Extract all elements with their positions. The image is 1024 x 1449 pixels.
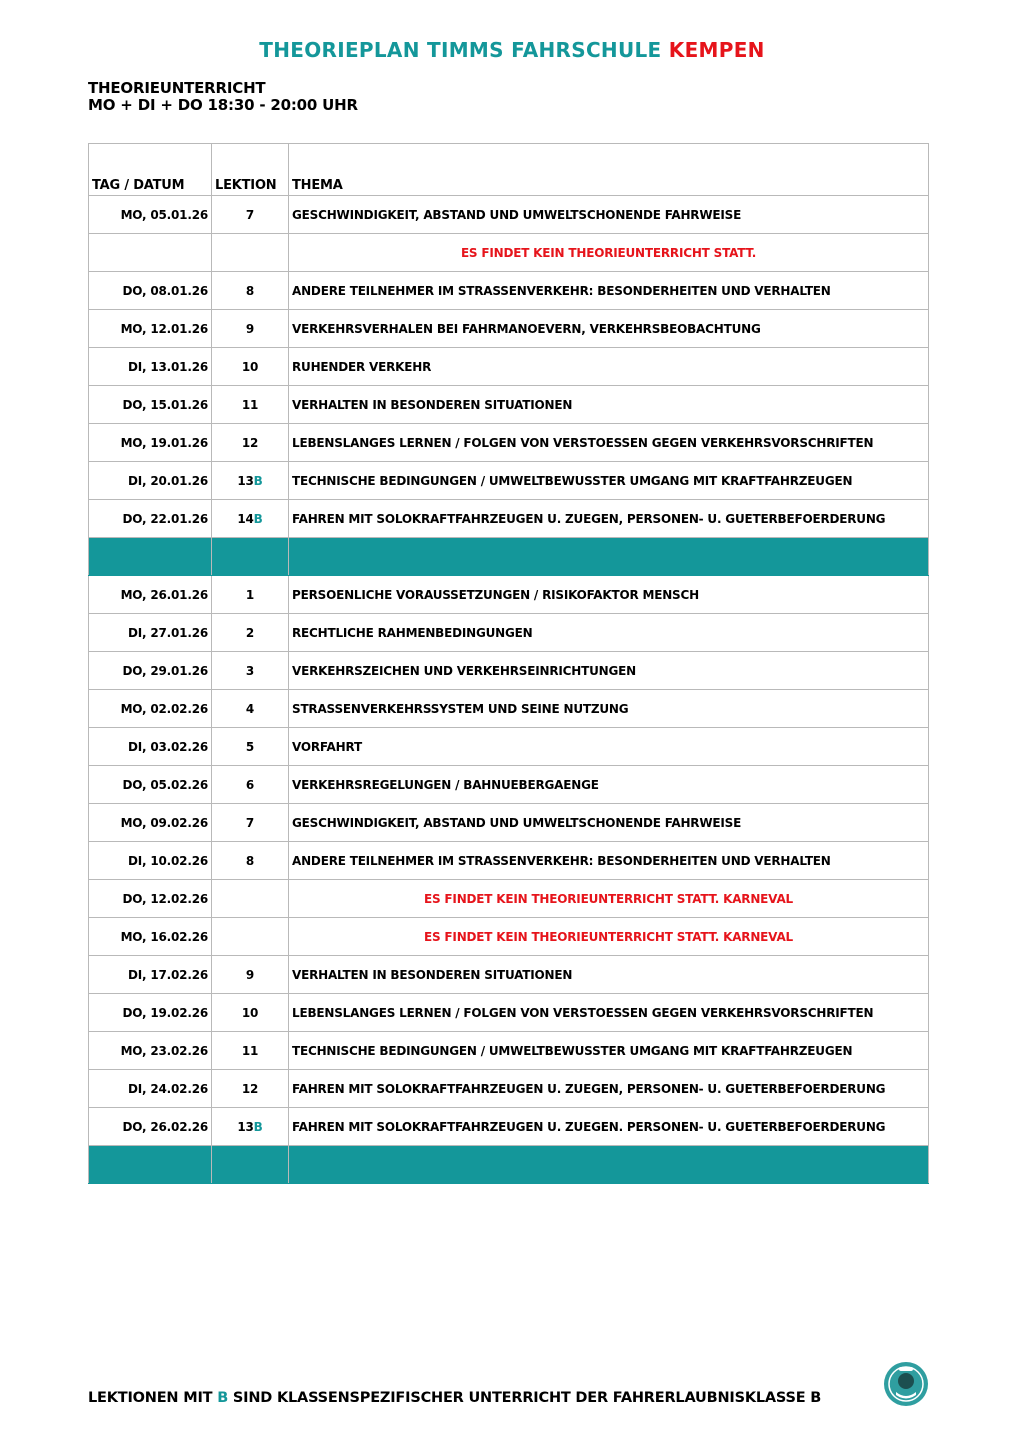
row-date: DO, 08.01.26 bbox=[89, 272, 212, 310]
table-row bbox=[89, 424, 929, 462]
lesson-number: 13 bbox=[237, 1119, 254, 1134]
table-row bbox=[89, 994, 929, 1032]
row-topic: VERKEHRSZEICHEN UND VERKEHRSEINRICHTUNGEN bbox=[289, 652, 929, 690]
footer-highlight: B bbox=[217, 1390, 229, 1406]
table-row bbox=[89, 690, 929, 728]
row-topic: RUHENDER VERKEHR bbox=[289, 348, 929, 386]
table-row bbox=[89, 348, 929, 386]
section-divider-row bbox=[89, 1146, 929, 1184]
column-header-topic: THEMA bbox=[289, 144, 929, 196]
row-note: ES FINDET KEIN THEORIEUNTERRICHT STATT. KARNEVAL bbox=[289, 918, 929, 956]
school-logo-icon bbox=[882, 1360, 930, 1408]
schedule-body bbox=[89, 144, 929, 1184]
row-lesson bbox=[212, 956, 289, 994]
table-row bbox=[89, 386, 929, 424]
schedule-subheading bbox=[88, 80, 358, 114]
row-date: DI, 17.02.26 bbox=[89, 956, 212, 994]
row-lesson bbox=[212, 1070, 289, 1108]
row-date: DI, 03.02.26 bbox=[89, 728, 212, 766]
lesson-number: 12 bbox=[241, 435, 259, 450]
row-date: DO, 26.02.26 bbox=[89, 1108, 212, 1146]
table-row bbox=[89, 1108, 929, 1146]
row-topic: PERSOENLICHE VORAUSSETZUNGEN / RISIKOFAKTOR MENSCH bbox=[289, 576, 929, 614]
row-date bbox=[89, 234, 212, 272]
row-lesson bbox=[212, 842, 289, 880]
table-row bbox=[89, 272, 929, 310]
row-date: DI, 20.01.26 bbox=[89, 462, 212, 500]
table-row bbox=[89, 766, 929, 804]
row-date: DO, 12.02.26 bbox=[89, 880, 212, 918]
lesson-number: 1 bbox=[245, 587, 255, 602]
row-date: DI, 27.01.26 bbox=[89, 614, 212, 652]
row-topic: STRASSENVERKEHRSSYSTEM UND SEINE NUTZUNG bbox=[289, 690, 929, 728]
table-row bbox=[89, 500, 929, 538]
row-note: ES FINDET KEIN THEORIEUNTERRICHT STATT. KARNEVAL bbox=[289, 880, 929, 918]
row-topic: ANDERE TEILNEHMER IM STRASSENVERKEHR: BESONDERHEITEN UND VERHALTEN bbox=[289, 272, 929, 310]
lesson-number: 7 bbox=[245, 815, 255, 830]
lesson-number: 9 bbox=[245, 321, 255, 336]
column-header-date: TAG / DATUM bbox=[89, 144, 212, 196]
footer-note bbox=[88, 1390, 821, 1406]
row-lesson bbox=[212, 462, 289, 500]
table-row bbox=[89, 614, 929, 652]
row-date: DO, 15.01.26 bbox=[89, 386, 212, 424]
row-topic: VERKEHRSREGELUNGEN / BAHNUEBERGAENGE bbox=[289, 766, 929, 804]
footer-text-after: SIND KLASSENSPEZIFISCHER UNTERRICHT DER FAHRERLAUBNISKLASSE B bbox=[232, 1390, 822, 1406]
row-topic: RECHTLICHE RAHMENBEDINGUNGEN bbox=[289, 614, 929, 652]
row-topic: FAHREN MIT SOLOKRAFTFAHRZEUGEN U. ZUEGEN, PERSONEN- U. GUETERBEFOERDERUNG bbox=[289, 500, 929, 538]
row-lesson bbox=[212, 804, 289, 842]
row-topic: FAHREN MIT SOLOKRAFTFAHRZEUGEN U. ZUEGEN, PERSONEN- U. GUETERBEFOERDERUNG bbox=[289, 1070, 929, 1108]
row-date: DO, 29.01.26 bbox=[89, 652, 212, 690]
row-lesson bbox=[212, 1108, 289, 1146]
row-lesson bbox=[212, 690, 289, 728]
row-topic: VERHALTEN IN BESONDEREN SITUATIONEN bbox=[289, 386, 929, 424]
row-topic: VORFAHRT bbox=[289, 728, 929, 766]
title-city: KEMPEN bbox=[668, 38, 765, 62]
row-topic: LEBENSLANGES LERNEN / FOLGEN VON VERSTOESSEN GEGEN VERKEHRSVORSCHRIFTEN bbox=[289, 994, 929, 1032]
lesson-number: 8 bbox=[245, 283, 255, 298]
lesson-number: 11 bbox=[241, 397, 259, 412]
row-date: MO, 19.01.26 bbox=[89, 424, 212, 462]
row-lesson bbox=[212, 424, 289, 462]
row-topic: VERHALTEN IN BESONDEREN SITUATIONEN bbox=[289, 956, 929, 994]
table-row bbox=[89, 196, 929, 234]
table-row bbox=[89, 1070, 929, 1108]
footer-text-before: LEKTIONEN MIT bbox=[88, 1390, 213, 1406]
lesson-number: 5 bbox=[245, 739, 255, 754]
table-row bbox=[89, 652, 929, 690]
lesson-number: 3 bbox=[245, 663, 255, 678]
row-lesson bbox=[212, 386, 289, 424]
lesson-number: 11 bbox=[241, 1043, 259, 1058]
lesson-number: 9 bbox=[245, 967, 255, 982]
page-title bbox=[0, 38, 1024, 62]
row-lesson bbox=[212, 880, 289, 918]
row-date: MO, 05.01.26 bbox=[89, 196, 212, 234]
lesson-number: 10 bbox=[241, 1005, 259, 1020]
table-row bbox=[89, 842, 929, 880]
table-header-row bbox=[89, 144, 929, 196]
table-row bbox=[89, 728, 929, 766]
no-class-row bbox=[89, 234, 929, 272]
row-lesson bbox=[212, 728, 289, 766]
table-row bbox=[89, 1032, 929, 1070]
title-text: THEORIEPLAN TIMMS FAHRSCHULE bbox=[259, 38, 662, 62]
lesson-number: 10 bbox=[241, 359, 259, 374]
row-date: MO, 26.01.26 bbox=[89, 576, 212, 614]
table-row bbox=[89, 462, 929, 500]
lesson-number: 7 bbox=[245, 207, 255, 222]
lesson-number: 12 bbox=[241, 1081, 259, 1096]
no-class-row bbox=[89, 918, 929, 956]
lesson-class-marker: B bbox=[253, 1119, 263, 1134]
column-header-lesson: LEKTION bbox=[212, 144, 289, 196]
schedule-table bbox=[88, 143, 929, 1184]
row-note: ES FINDET KEIN THEORIEUNTERRICHT STATT. bbox=[289, 234, 929, 272]
row-lesson bbox=[212, 500, 289, 538]
table-row bbox=[89, 310, 929, 348]
lesson-class-marker: B bbox=[253, 511, 263, 526]
lesson-number: 8 bbox=[245, 853, 255, 868]
row-topic: TECHNISCHE BEDINGUNGEN / UMWELTBEWUSSTER UMGANG MIT KRAFTFAHRZEUGEN bbox=[289, 1032, 929, 1070]
row-topic: ANDERE TEILNEHMER IM STRASSENVERKEHR: BESONDERHEITEN UND VERHALTEN bbox=[289, 842, 929, 880]
row-lesson bbox=[212, 652, 289, 690]
row-lesson bbox=[212, 766, 289, 804]
row-date: DO, 05.02.26 bbox=[89, 766, 212, 804]
lesson-number: 13 bbox=[237, 473, 254, 488]
subheading-line-1: THEORIEUNTERRICHT bbox=[88, 79, 266, 97]
section-divider-row bbox=[89, 538, 929, 576]
row-date: MO, 09.02.26 bbox=[89, 804, 212, 842]
row-topic: FAHREN MIT SOLOKRAFTFAHRZEUGEN U. ZUEGEN. PERSONEN- U. GUETERBEFOERDERUNG bbox=[289, 1108, 929, 1146]
row-date: DO, 22.01.26 bbox=[89, 500, 212, 538]
lesson-number: 2 bbox=[245, 625, 255, 640]
row-topic: TECHNISCHE BEDINGUNGEN / UMWELTBEWUSSTER UMGANG MIT KRAFTFAHRZEUGEN bbox=[289, 462, 929, 500]
row-date: DO, 19.02.26 bbox=[89, 994, 212, 1032]
row-lesson bbox=[212, 234, 289, 272]
lesson-number: 14 bbox=[237, 511, 254, 526]
row-lesson bbox=[212, 310, 289, 348]
table-row bbox=[89, 576, 929, 614]
lesson-class-marker: B bbox=[253, 473, 263, 488]
row-topic: LEBENSLANGES LERNEN / FOLGEN VON VERSTOESSEN GEGEN VERKEHRSVORSCHRIFTEN bbox=[289, 424, 929, 462]
table-row bbox=[89, 804, 929, 842]
row-topic: GESCHWINDIGKEIT, ABSTAND UND UMWELTSCHONENDE FAHRWEISE bbox=[289, 196, 929, 234]
row-lesson bbox=[212, 196, 289, 234]
row-lesson bbox=[212, 614, 289, 652]
row-date: DI, 10.02.26 bbox=[89, 842, 212, 880]
row-date: DI, 24.02.26 bbox=[89, 1070, 212, 1108]
table-row bbox=[89, 956, 929, 994]
row-lesson bbox=[212, 918, 289, 956]
row-lesson bbox=[212, 576, 289, 614]
row-date: MO, 02.02.26 bbox=[89, 690, 212, 728]
lesson-number: 6 bbox=[245, 777, 255, 792]
no-class-row bbox=[89, 880, 929, 918]
row-date: MO, 12.01.26 bbox=[89, 310, 212, 348]
row-lesson bbox=[212, 348, 289, 386]
row-date: DI, 13.01.26 bbox=[89, 348, 212, 386]
row-lesson bbox=[212, 994, 289, 1032]
row-lesson bbox=[212, 272, 289, 310]
row-date: MO, 16.02.26 bbox=[89, 918, 212, 956]
row-lesson bbox=[212, 1032, 289, 1070]
lesson-number: 4 bbox=[245, 701, 255, 716]
row-topic: VERKEHRSVERHALEN BEI FAHRMANOEVERN, VERKEHRSBEOBACHTUNG bbox=[289, 310, 929, 348]
subheading-line-2: MO + DI + DO 18:30 - 20:00 UHR bbox=[88, 96, 358, 114]
row-topic: GESCHWINDIGKEIT, ABSTAND UND UMWELTSCHONENDE FAHRWEISE bbox=[289, 804, 929, 842]
row-date: MO, 23.02.26 bbox=[89, 1032, 212, 1070]
